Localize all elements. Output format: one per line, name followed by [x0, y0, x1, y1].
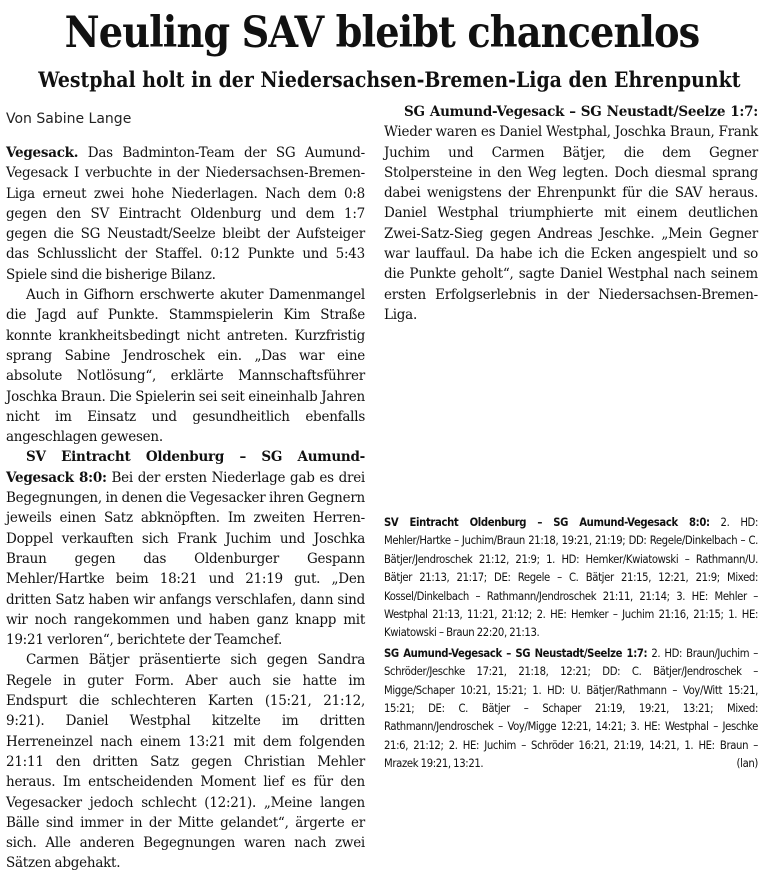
paragraph-match-neustadt [384, 102, 758, 325]
subheadline: Westphal holt in der Niedersachsen-Bremen-Liga den Ehrenpunkt [38, 67, 741, 92]
result-heading: SG Aumund-Vegesack – SG Neustadt/Seelze 1:7: [384, 646, 648, 660]
match-heading: SG Aumund-Vegesack – SG Neustadt/Seelze 1:7: [404, 104, 758, 120]
paragraph-match-oldenburg [6, 447, 365, 650]
paragraph-intro [6, 143, 365, 285]
results-box [384, 514, 758, 776]
paragraph-text: Das Badminton-Team der SG Aumund-Vegesack I verbuchte in der Niedersachsen-Bremen-Liga erneut zwei hohe Niederlagen. Nach dem 0:8 gegen den SV Eintracht Oldenburg und dem 1:7 gegen die SG Neustadt/Seelze bleibt der Aufsteiger das Schlusslicht der Staffel. 0:12 Punkte und 5:43 Spiele sind die bisherige Bilanz. [6, 145, 365, 283]
result-heading: SV Eintracht Oldenburg – SG Aumund-Vegesack 8:0: [384, 516, 710, 529]
result-block [384, 514, 758, 643]
headline: Neuling SAV bleibt chancenlos [64, 8, 700, 58]
paragraph-text: Bei der ersten Niederlage gab es drei Begegnungen, in denen die Vegesacker ihren Gegnern jeweils einen Satz abknöpften. Im zweiten Herren-Doppel verkauften sich Frank Juchim und Joschka Braun gegen das Oldenburger Gespann Mehler/Hartke beim 18:21 und 21:19 gut. „Den dritten Satz haben wir anfangs verschlafen, dann sind wir noch rangekommen und haben ganz knapp mit 19:21 verloren“, berichtete der Teamchef. [6, 469, 366, 649]
paragraph-gifhorn [6, 285, 365, 447]
author-initials: (lan) [736, 757, 758, 771]
paragraph-baetjer [6, 650, 365, 873]
result-text: 2. HD: Braun/Juchim – Schröder/Jeschke 17:21, 21:18, 12:21; DD: C. Bätjer/Jendroschek – Migge/Schaper 10:21, 15:21; 1. HD: U. Bätjer/Rathmann – Voy/Witt 15:21, 15:21; DE: C. Bätjer – Schaper 21:19, 19:21, 13:21; Mixed: Rathmann/Jendroschek – Voy/Migge 12:21, 14:21; 3. HE: Westphal – Jeschke 21:6, 21:12; 2. HE: Juchim – Schröder 16:21, 21:19, 14:21, 1. HE: Braun – Mrazek 19:21, 13:21. [384, 646, 758, 771]
paragraph-text: Wieder waren es Daniel Westphal, Joschka Braun, Frank Juchim und Carmen Bätjer, die dem Gegner Stolpersteine in den Weg legten. Doch diesmal sprang dabei wenigstens der Ehrenpunkt für die SAV heraus. Daniel Westphal triumphierte mit einem deutlichen Zwei-Satz-Sieg gegen Andreas Jeschke. „Mein Gegner war lauffaul. Da habe ich die Ecken angespielt und so die Punkte geholt“, sagte Daniel Westphal nach seinem ersten Erfolgserlebnis in der Niedersachsen-Bremen-Liga. [384, 124, 758, 323]
match-heading: SV Eintracht Oldenburg – SG Aumund-Vegesack 8:0: [6, 449, 365, 486]
byline: Von Sabine Lange [6, 111, 132, 127]
paragraph-text: Carmen Bätjer präsentierte sich gegen Sandra Regele in guter Form. Aber auch sie hatte im Endspurt die schlechteren Karten (15:21, 21:12, 9:21). Daniel Westphal kitzelte im dritten Herreneinzel nach einem 13:21 mit dem folgenden 21:11 den dritten Satz gegen Christian Mehler heraus. Im entscheidenden Moment lief es für den Vegesacker jedoch schlecht (12:21). „Meine langen Bälle sind immer in der Mitte gelandet“, ärgerte er sich. Alle anderen Begegnungen waren nach zwei Sätzen abgehakt. [6, 652, 365, 872]
paragraph-text: Auch in Gifhorn erschwerte akuter Damenmangel die Jagd auf Punkte. Stammspielerin Kim Straße konnte krankheitsbedingt nicht antreten. Kurzfristig sprang Sabine Jendroschek ein. „Das war eine absolute Notlösung“, erklärte Mannschaftsführer Joschka Braun. Die Spielerin sei seit eineinhalb Jahren nicht im Einsatz und gesundheitlich ebenfalls angeschlagen gewesen. [6, 287, 365, 446]
result-text: 2. HD: Mehler/Hartke – Juchim/Braun 21:18, 19:21, 21:19; DD: Regele/Dinkelbach – C. Bätjer/Jendroschek 21:12, 21:9; 1. HD: Hemker/Kwiatowski – Rathmann/U. Bätjer 21:13, 21:17; DE: Regele – C. Bätjer 21:15, 12:21, 21:9; Mixed: Kossel/Dinkelbach – Rathmann/Jendroschek 21:11, 21:14; 3. HE: Mehler – Westphal 21:13, 11:21, 21:12; 2. HE: Hemker – Juchim 21:16, 21:15; 1. HE: Kwiatowski – Braun 22:20, 21:13. [384, 516, 758, 640]
article-column-right [384, 102, 758, 325]
result-block [384, 645, 758, 774]
article-column-left [6, 143, 365, 874]
dateline: Vegesack. [6, 145, 79, 161]
